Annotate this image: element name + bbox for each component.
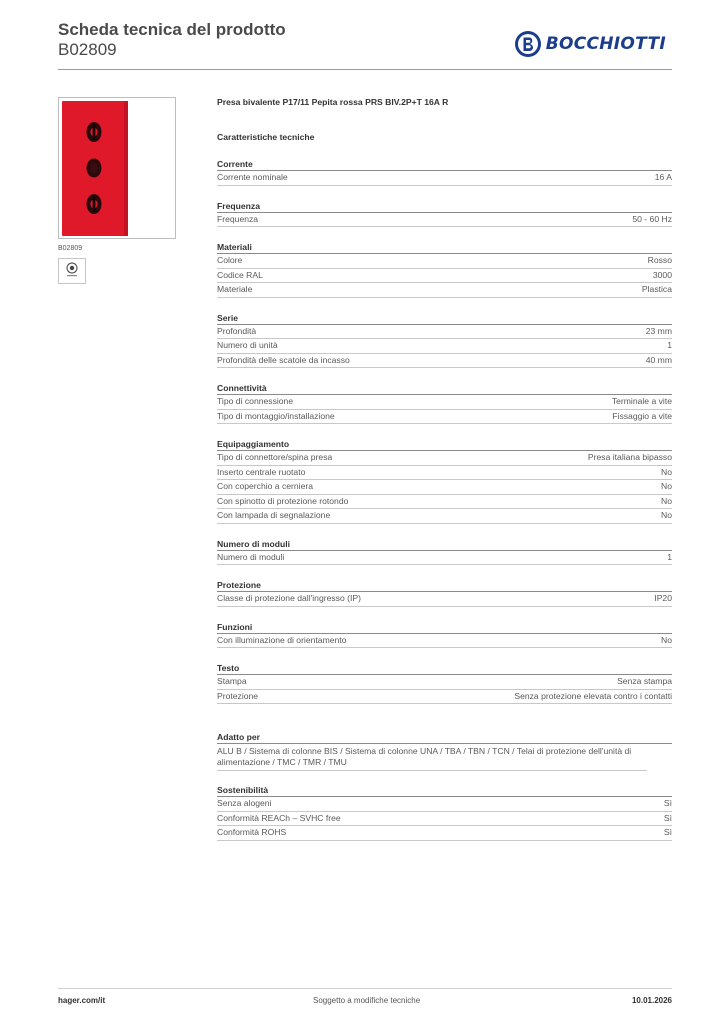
- spec-value: IP20: [654, 593, 672, 603]
- spec-value: 50 - 60 Hz: [632, 213, 672, 224]
- spec-value: 3000: [652, 269, 672, 280]
- spec-value: 1: [667, 551, 672, 562]
- spec-value: Rosso: [647, 255, 672, 265]
- footer-date: 10.01.2026: [631, 996, 672, 1005]
- spec-value: No: [661, 481, 672, 491]
- spec-label: Con spinotto di protezione rotondo: [217, 495, 349, 506]
- spec-value: 40 mm: [645, 354, 672, 365]
- spec-label: Profondità delle scatole da incasso: [217, 354, 350, 365]
- spec-value: No: [661, 634, 672, 645]
- spec-row: [217, 634, 672, 649]
- spec-row: [217, 509, 672, 524]
- spec-label: Con lampada di segnalazione: [217, 510, 331, 520]
- product-name: Presa bivalente P17/11 Pepita rossa PRS BIV.2P+T 16A R: [217, 97, 449, 107]
- spec-section: [217, 539, 672, 566]
- spec-value: No: [661, 466, 672, 477]
- spec-value: No: [661, 495, 672, 506]
- spec-row: [217, 466, 672, 481]
- spec-row: [217, 592, 672, 607]
- spec-label: Colore: [217, 255, 243, 265]
- spec-label: Tipo di connessione: [217, 396, 294, 406]
- spec-value: Fissaggio a vite: [612, 410, 672, 421]
- spec-label: Frequenza: [217, 213, 259, 224]
- spec-section: [217, 313, 672, 369]
- imq-cert-icon: [65, 262, 79, 278]
- brand-logo: [514, 29, 666, 59]
- image-caption-code: B02809: [58, 245, 83, 252]
- spec-value: 23 mm: [645, 325, 672, 336]
- product-code-heading: B02809: [58, 40, 117, 59]
- brand-name: BOCCHIOTTI: [545, 34, 666, 54]
- spec-row: [217, 395, 672, 410]
- spec-section: [217, 242, 672, 298]
- spec-row: [217, 283, 672, 298]
- section-title: Serie: [217, 313, 672, 325]
- spec-row: [217, 269, 672, 284]
- spec-row: [217, 495, 672, 510]
- product-image: [58, 97, 176, 239]
- spec-row: [217, 213, 672, 228]
- spec-row: [217, 551, 672, 566]
- spec-label: Stampa: [217, 676, 247, 686]
- section-title: Protezione: [217, 580, 672, 592]
- spec-value: Sì: [663, 812, 672, 823]
- spec-label: Numero di moduli: [217, 551, 285, 562]
- spec-label: Codice RAL: [217, 269, 263, 280]
- spec-row: [217, 675, 672, 690]
- socket-hole-icon: [86, 157, 102, 179]
- product-image-column: [58, 97, 218, 284]
- spec-label: Inserto centrale ruotato: [217, 466, 306, 477]
- spec-section: [217, 622, 672, 649]
- page-title: Scheda tecnica del prodotto: [58, 20, 286, 39]
- spec-label: Senza alogeni: [217, 798, 272, 808]
- section-title: Funzioni: [217, 622, 672, 634]
- socket-hole-icon: [86, 121, 102, 143]
- spec-row: [217, 254, 672, 269]
- spec-row: [217, 797, 672, 812]
- spec-label: Tipo di connettore/spina presa: [217, 452, 333, 462]
- spec-row: [217, 826, 672, 841]
- spec-label: Materiale: [217, 284, 253, 294]
- spec-row: [217, 480, 672, 495]
- bocchiotti-logo-icon: [514, 30, 542, 58]
- spec-label: Numero di unità: [217, 340, 278, 350]
- spec-row: [217, 812, 672, 827]
- spec-label: Conformità ROHS: [217, 827, 287, 837]
- spec-label: Tipo di montaggio/installazione: [217, 410, 335, 421]
- socket-plate: [62, 101, 128, 236]
- spec-value: Senza protezione elevata contro i contatti: [514, 690, 672, 701]
- spec-value: Plastica: [641, 284, 672, 294]
- footer-divider: [58, 988, 672, 989]
- section-title: Adatto per: [217, 732, 672, 744]
- certification-mark: [58, 258, 86, 284]
- footer-note: Soggetto a modifiche tecniche: [313, 996, 421, 1005]
- section-title: Testo: [217, 663, 672, 675]
- spec-label: Con illuminazione di orientamento: [217, 634, 347, 645]
- spec-row: [217, 410, 672, 425]
- specifications: [217, 96, 672, 841]
- spec-row: [217, 325, 672, 340]
- header-divider: [58, 69, 672, 70]
- spec-value: 1: [667, 340, 672, 350]
- suitable-for-text: ALU B / Sistema di colonne BIS / Sistema di colonne UNA / TBA / TBN / TCN / Telai di protezione dell'unità di alimentazione / TMC / TMR / TMU: [217, 744, 647, 771]
- section-title: Equipaggiamento: [217, 439, 672, 451]
- section-title: Sostenibilità: [217, 785, 672, 797]
- section-title: Corrente: [217, 159, 672, 171]
- spec-label: Corrente nominale: [217, 172, 288, 182]
- socket-hole-icon: [86, 193, 102, 215]
- spec-row: [217, 171, 672, 186]
- spec-section: [217, 159, 672, 186]
- section-title: Connettività: [217, 383, 672, 395]
- page-header: [58, 20, 672, 70]
- suitable-for-section: [217, 732, 672, 771]
- section-title: Numero di moduli: [217, 539, 672, 551]
- section-title: Materiali: [217, 242, 672, 254]
- spec-section: [217, 201, 672, 228]
- spec-row: [217, 690, 672, 705]
- spec-value: Presa italiana bipasso: [587, 452, 672, 462]
- spec-label: Conformità REACh – SVHC free: [217, 812, 341, 823]
- sustainability-rows: [217, 797, 672, 841]
- spec-value: Terminale a vite: [611, 396, 672, 406]
- spec-section: [217, 580, 672, 607]
- spec-value: No: [661, 510, 672, 520]
- spec-row: [217, 354, 672, 369]
- spec-section: [217, 663, 672, 704]
- spec-sections: [217, 159, 672, 704]
- spec-value: Senza stampa: [617, 676, 672, 686]
- footer-website: hager.com/it: [58, 996, 106, 1005]
- spec-section: [217, 383, 672, 424]
- technical-characteristics-heading: Caratteristiche tecniche: [217, 132, 315, 142]
- spec-row: [217, 451, 672, 466]
- spec-value: Sì: [663, 798, 672, 808]
- spec-section: [217, 439, 672, 524]
- spec-label: Profondità: [217, 325, 257, 336]
- spec-label: Classe di protezione dall'ingresso (IP): [217, 593, 361, 603]
- spec-value: Sì: [663, 827, 672, 837]
- spec-value: 16 A: [654, 172, 672, 182]
- spec-row: [217, 339, 672, 354]
- sustainability-section: [217, 785, 672, 841]
- spec-label: Con coperchio a cerniera: [217, 481, 314, 491]
- spec-label: Protezione: [217, 690, 259, 701]
- section-title: Frequenza: [217, 201, 672, 213]
